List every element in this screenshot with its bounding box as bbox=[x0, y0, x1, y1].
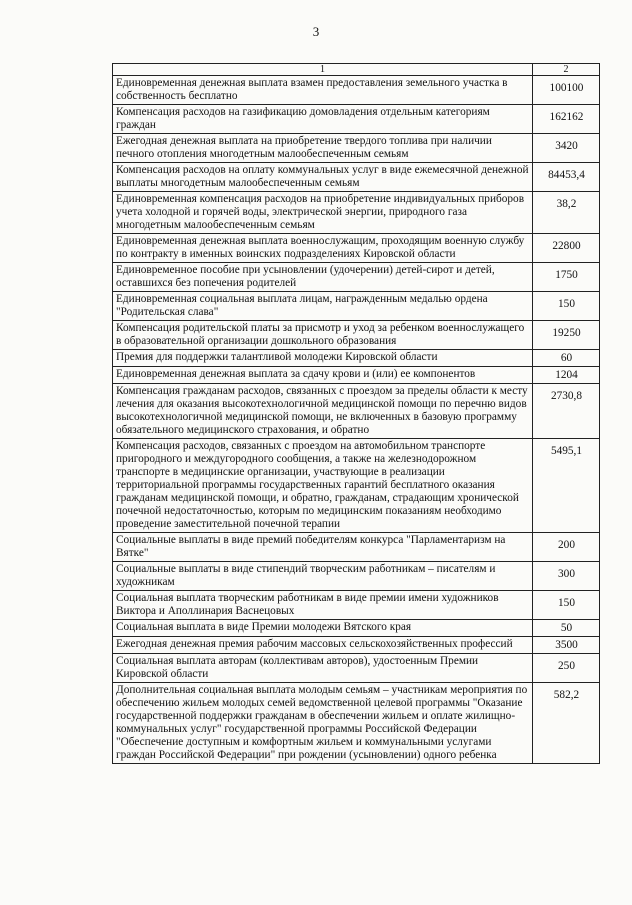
payment-amount-cell: 150 bbox=[533, 292, 600, 321]
table-row bbox=[113, 134, 600, 163]
payment-name-cell: Дополнительная социальная выплата молодым семьям – участникам мероприятия по обеспечению жильем молодых семей ведомственной целевой программы "Оказание государственной поддержки гражданам в обеспечении жильем и оплате жилищно-коммунальных услуг" государственной программы Российской Федерации "Обеспечение доступным и комфортным жильем и коммунальными услугами граждан Российской Федерации" при рождении (усыновлении) одного ребенка bbox=[113, 683, 533, 764]
payment-name-cell: Компенсация расходов на оплату коммунальных услуг в виде ежемесячной денежной выплаты многодетным малообеспеченным семьям bbox=[113, 163, 533, 192]
payment-name-cell: Единовременное пособие при усыновлении (удочерении) детей-сирот и детей, оставшихся без попечения родителей bbox=[113, 263, 533, 292]
table-row bbox=[113, 192, 600, 234]
page-number: 3 bbox=[312, 24, 320, 39]
table-row bbox=[113, 350, 600, 367]
payment-name-cell: Ежегодная денежная премия рабочим массовых сельскохозяйственных профессий bbox=[113, 637, 533, 654]
payment-amount-cell: 162162 bbox=[533, 105, 600, 134]
payments-table bbox=[112, 63, 600, 764]
payment-amount-cell: 582,2 bbox=[533, 683, 600, 764]
payment-name-cell: Социальные выплаты в виде стипендий творческим работникам – писателям и художникам bbox=[113, 562, 533, 591]
table-row bbox=[113, 367, 600, 384]
payment-name-cell: Ежегодная денежная выплата на приобретение твердого топлива при наличии печного отопления многодетным малообеспеченным семьям bbox=[113, 134, 533, 163]
table-header-row bbox=[113, 64, 600, 76]
table-row bbox=[113, 439, 600, 533]
payment-amount-cell: 3420 bbox=[533, 134, 600, 163]
table-row bbox=[113, 105, 600, 134]
payment-amount-cell: 38,2 bbox=[533, 192, 600, 234]
payment-amount-cell: 1204 bbox=[533, 367, 600, 384]
payment-amount-cell: 3500 bbox=[533, 637, 600, 654]
payment-amount-cell: 150 bbox=[533, 591, 600, 620]
payment-amount-cell: 22800 bbox=[533, 234, 600, 263]
payment-name-cell: Единовременная денежная выплата за сдачу крови и (или) ее компонентов bbox=[113, 367, 533, 384]
payment-amount-cell: 200 bbox=[533, 533, 600, 562]
table-row bbox=[113, 384, 600, 439]
payment-amount-cell: 250 bbox=[533, 654, 600, 683]
payment-name-cell: Социальная выплата в виде Премии молодежи Вятского края bbox=[113, 620, 533, 637]
payment-amount-cell: 300 bbox=[533, 562, 600, 591]
table-row bbox=[113, 263, 600, 292]
payment-name-cell: Компенсация расходов, связанных с проездом на автомобильном транспорте пригородного и междугородного сообщения, а также на железнодорожном транспорте в медицинские организации, участвующие в реализации территориальной программы государственных гарантий бесплатного оказания гражданам медицинской помощи, и обратно, гражданам, страдающим хронической почечной недостаточностью, которым по медицинским показаниям необходимо проведение заместительной почечной терапии bbox=[113, 439, 533, 533]
table-row bbox=[113, 683, 600, 764]
table-row bbox=[113, 620, 600, 637]
table-row bbox=[113, 321, 600, 350]
table-row bbox=[113, 654, 600, 683]
payment-name-cell: Социальные выплаты в виде премий победителям конкурса "Парламентаризм на Вятке" bbox=[113, 533, 533, 562]
table-row bbox=[113, 562, 600, 591]
table-row bbox=[113, 234, 600, 263]
table-row bbox=[113, 292, 600, 321]
payment-amount-cell: 100100 bbox=[533, 76, 600, 105]
payment-name-cell: Социальная выплата авторам (коллективам авторов), удостоенным Премии Кировской области bbox=[113, 654, 533, 683]
payment-amount-cell: 50 bbox=[533, 620, 600, 637]
table-row bbox=[113, 533, 600, 562]
payment-name-cell: Единовременная компенсация расходов на приобретение индивидуальных приборов учета холодной и горячей воды, электрической энергии, природного газа многодетным малообеспеченным семьям bbox=[113, 192, 533, 234]
table-row bbox=[113, 637, 600, 654]
payment-amount-cell: 60 bbox=[533, 350, 600, 367]
payment-name-cell: Единовременная социальная выплата лицам, награжденным медалью ордена "Родительская слава" bbox=[113, 292, 533, 321]
payment-amount-cell: 19250 bbox=[533, 321, 600, 350]
table-row bbox=[113, 163, 600, 192]
payment-amount-cell: 5495,1 bbox=[533, 439, 600, 533]
table-row bbox=[113, 76, 600, 105]
column-header-2: 2 bbox=[533, 64, 600, 76]
payment-name-cell: Компенсация гражданам расходов, связанных с проездом за пределы области к месту лечения для оказания высокотехнологичной медицинской помощи по перечню видов высокотехнологичной медицинской помощи, не включенных в базовую программу обязательного медицинского страхования, и обратно bbox=[113, 384, 533, 439]
payment-amount-cell: 2730,8 bbox=[533, 384, 600, 439]
payment-name-cell: Единовременная денежная выплата взамен предоставления земельного участка в собственность бесплатно bbox=[113, 76, 533, 105]
payment-amount-cell: 84453,4 bbox=[533, 163, 600, 192]
payment-name-cell: Компенсация расходов на газификацию домовладения отдельным категориям граждан bbox=[113, 105, 533, 134]
payment-name-cell: Компенсация родительской платы за присмотр и уход за ребенком военнослужащего в образовательной организации дошкольного образования bbox=[113, 321, 533, 350]
table-row bbox=[113, 591, 600, 620]
column-header-1: 1 bbox=[113, 64, 533, 76]
payment-name-cell: Премия для поддержки талантливой молодежи Кировской области bbox=[113, 350, 533, 367]
payment-name-cell: Единовременная денежная выплата военнослужащим, проходящим военную службу по контракту в именных воинских подразделениях Кировской области bbox=[113, 234, 533, 263]
payment-name-cell: Социальная выплата творческим работникам в виде премии имени художников Виктора и Аполлинария Васнецовых bbox=[113, 591, 533, 620]
payment-amount-cell: 1750 bbox=[533, 263, 600, 292]
